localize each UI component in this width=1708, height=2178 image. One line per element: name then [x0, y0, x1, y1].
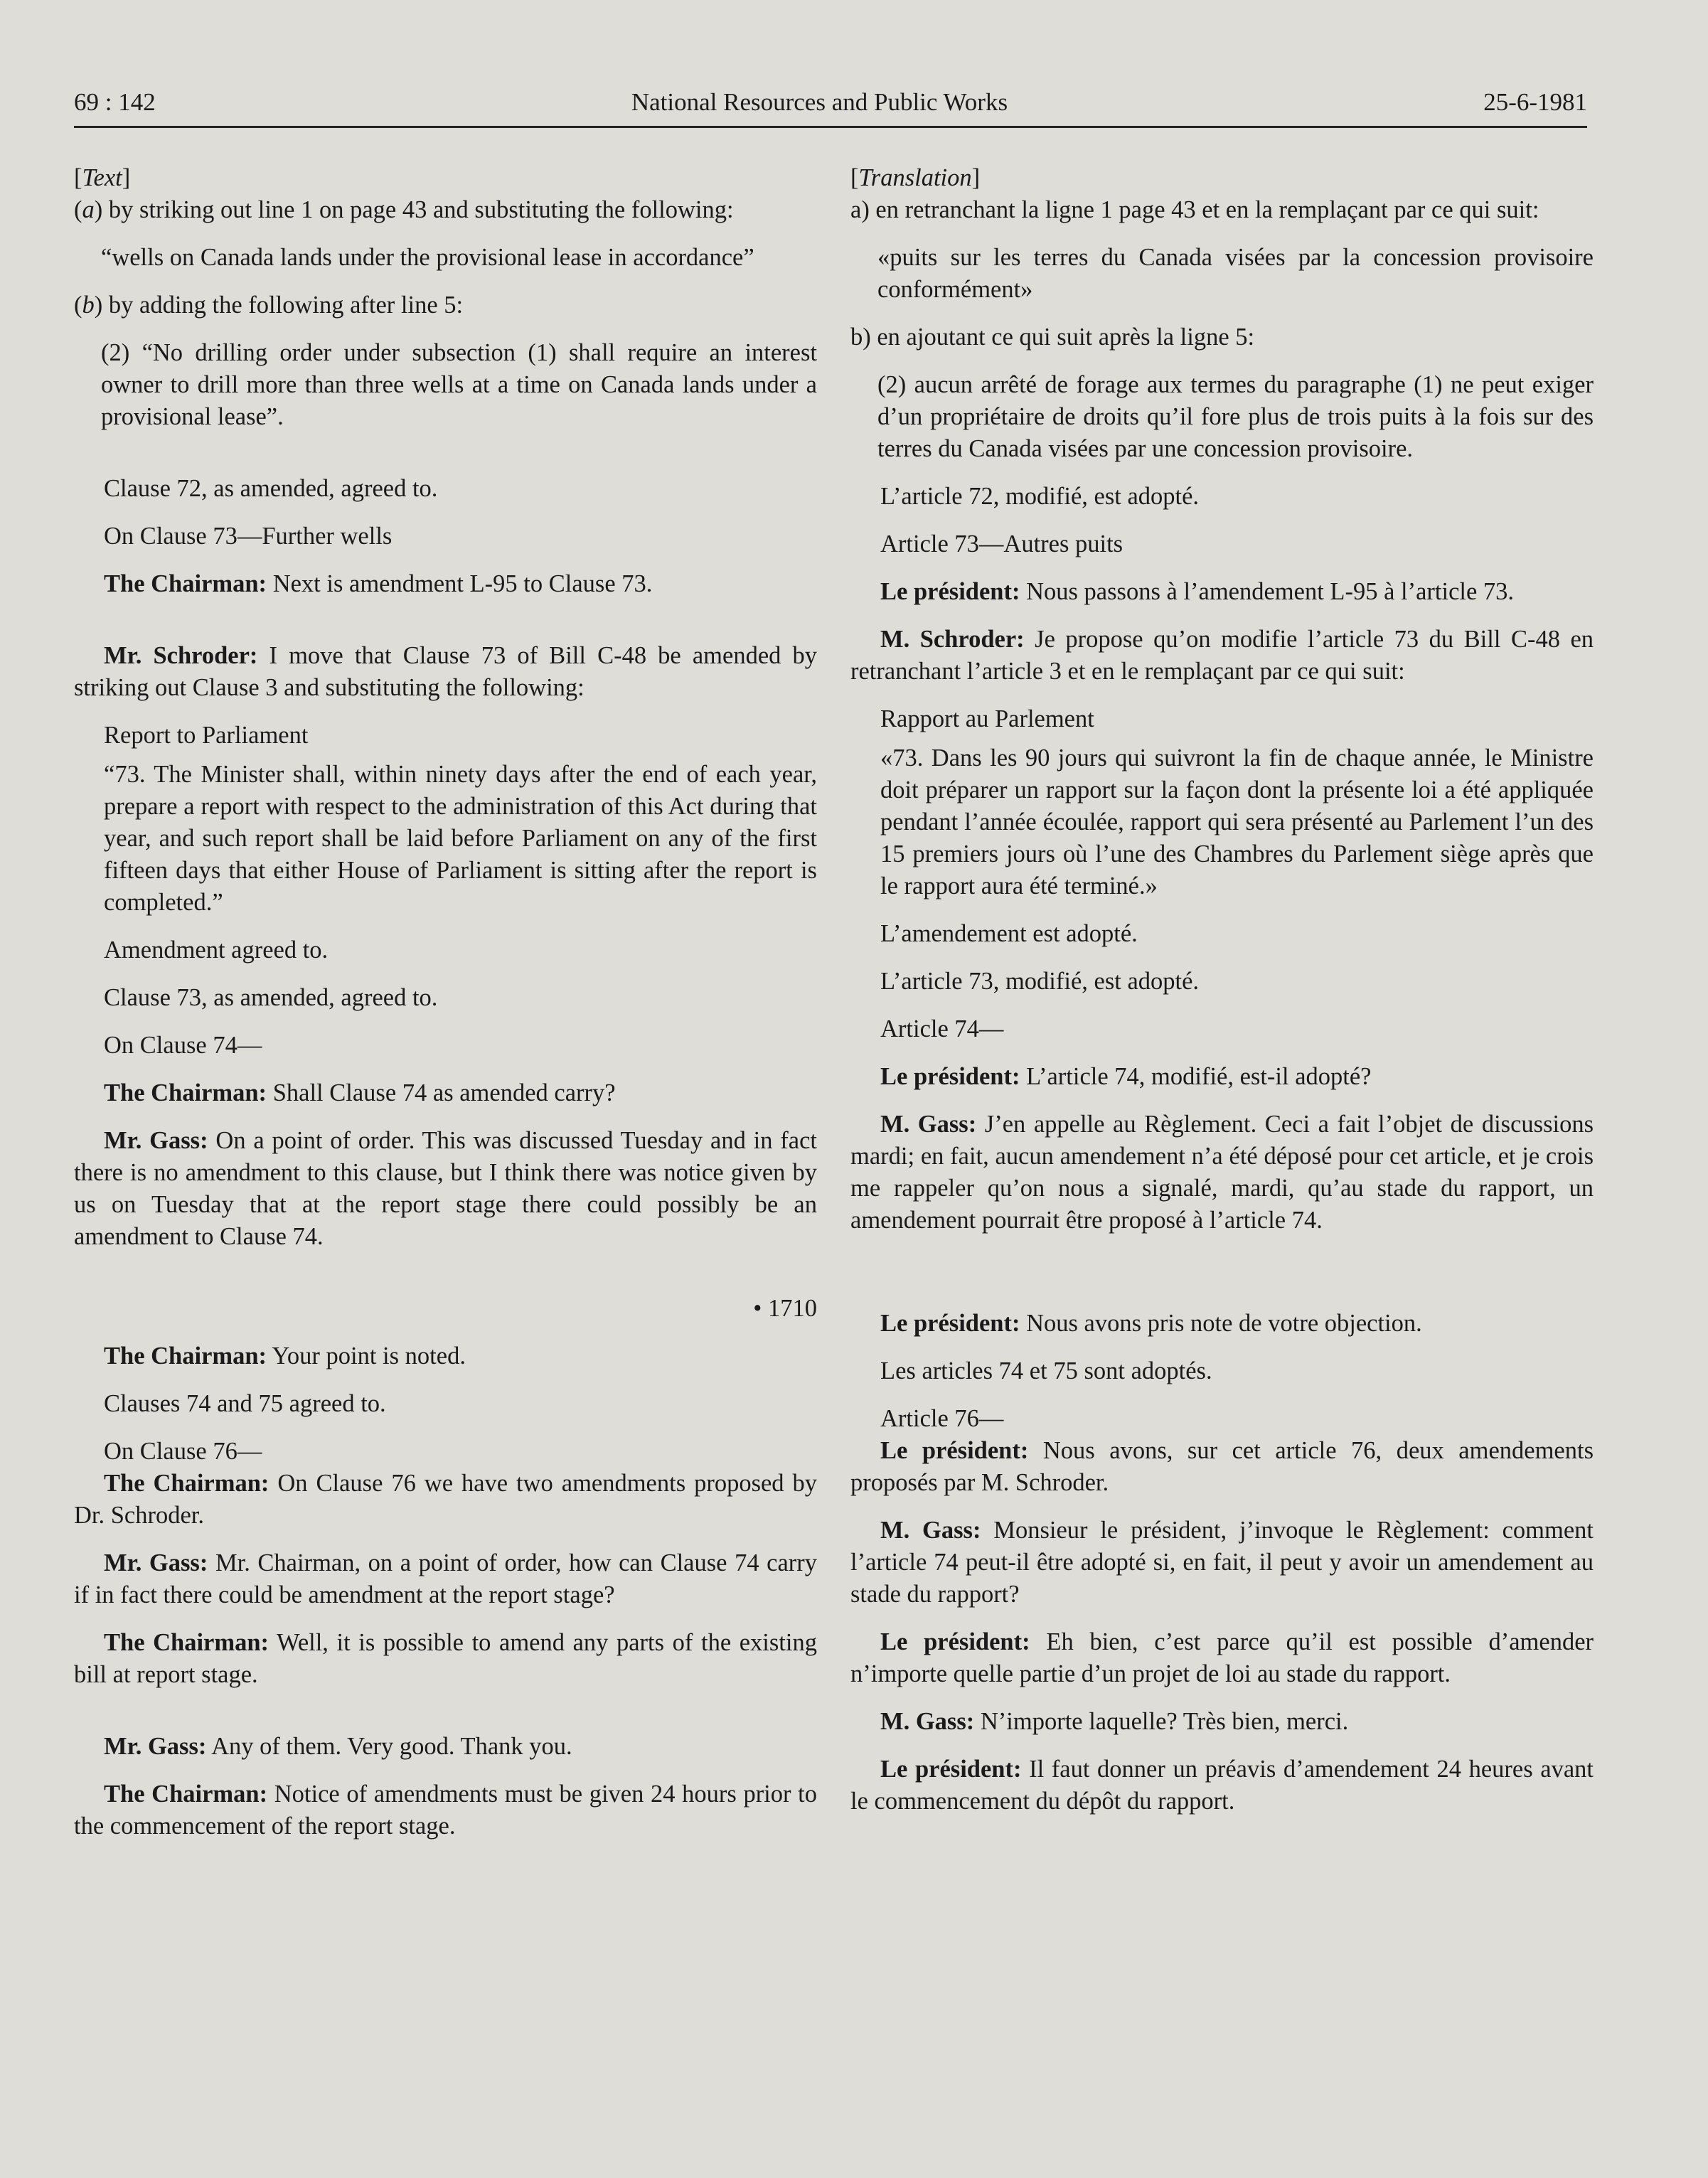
clause-74-heading-fr: Article 74—: [880, 1015, 1004, 1042]
chairman-clause-76: The Chairman: On Clause 76 we have two amendments proposed by Dr. Schroder.: [74, 1470, 818, 1529]
clause-76-heading: On Clause 76—: [104, 1438, 262, 1465]
articles-74-75-result-fr: Les articles 74 et 75 sont adoptés.: [880, 1357, 1212, 1384]
clause-72-result-fr: L’article 72, modifié, est adopté.: [880, 483, 1200, 510]
french-column: [850, 162, 1594, 1817]
page-number: 69 : 142: [74, 88, 156, 116]
president-clause-76-fr: Le président: Nous avons, sur cet article 76, deux amendements proposés par M. Schroder.: [850, 1437, 1594, 1496]
chairman-answer: The Chairman: Well, it is possible to amend any parts of the existing bill at report stage.: [74, 1629, 817, 1688]
english-column: [74, 162, 817, 1842]
amendment-result-fr: L’amendement est adopté.: [880, 920, 1138, 947]
clause-72-result: Clause 72, as amended, agreed to.: [104, 475, 438, 502]
translation-label: [Translation]: [850, 164, 981, 191]
chairman-question: The Chairman: Shall Clause 74 as amended carry?: [104, 1079, 616, 1106]
item-b-fr: b) en ajoutant ce qui suit après la ligne 5:: [850, 324, 1255, 351]
text-label: [Text]: [74, 164, 131, 191]
clause-73-heading-fr: Article 73—Autres puits: [880, 530, 1123, 557]
gass-thanks: Mr. Gass: Any of them. Very good. Thank you.: [104, 1733, 572, 1760]
item-b: (b) by adding the following after line 5:: [74, 292, 464, 319]
running-header: [74, 88, 1587, 117]
clauses-74-75-result: Clauses 74 and 75 agreed to.: [104, 1390, 386, 1417]
item-a: (a) by striking out line 1 on page 43 and substituting the following:: [74, 196, 734, 223]
gass-point-of-order: Mr. Gass: On a point of order. This was discussed Tuesday and in fact there is no amendment to this clause, but I think there was notice given by us on Tuesday that at the report stage there could possibly be an amendment to Clause 74.: [74, 1127, 818, 1250]
time-marker: • 1710: [753, 1295, 817, 1322]
president-remark-fr: Le président: Nous passons à l’amendement L-95 à l’article 73.: [880, 578, 1515, 605]
item-a-quote-fr: «puits sur les terres du Canada visées par la concession provisoire conformément»: [877, 244, 1594, 303]
clause-73-text: “73. The Minister shall, within ninety days after the end of each year, prepare a report with respect to the administration of this Act during that year, and such report shall be laid before Parliament on any of the first fifteen days that either House of Parliament is sitting after the report is completed.”: [104, 761, 817, 916]
gass-question: Mr. Gass: Mr. Chairman, on a point of order, how can Clause 74 carry if in fact there could be amendment at the report stage?: [74, 1549, 818, 1608]
header-title: National Resources and Public Works: [631, 88, 1008, 116]
gass-point-of-order-fr: M. Gass: J’en appelle au Règlement. Ceci a fait l’objet de discussions mardi; en fait, aucun amendement n’a été déposé pour cet article, et je crois me rappeler qu’on nous a signalé, mardi, qu’au stade du rapport, un amendement pourrait être proposé à l’article 74.: [850, 1111, 1594, 1234]
report-heading: Report to Parliament: [104, 722, 309, 749]
president-question-fr: Le président: L’article 74, modifié, est-il adopté?: [880, 1063, 1372, 1090]
clause-73-result: Clause 73, as amended, agreed to.: [104, 984, 438, 1011]
amendment-result: Amendment agreed to.: [104, 936, 329, 963]
clause-76-heading-fr: Article 76—: [880, 1405, 1004, 1432]
clause-73-heading: On Clause 73—Further wells: [104, 523, 393, 550]
president-notice-fr: Le président: Il faut donner un préavis d’amendement 24 heures avant le commencement du dépôt du rapport.: [850, 1756, 1594, 1815]
chairman-remark: The Chairman: Next is amendment L-95 to Clause 73.: [104, 570, 653, 597]
chairman-noted: The Chairman: Your point is noted.: [104, 1342, 466, 1370]
item-b-quote: (2) “No drilling order under subsection (1) shall require an interest owner to drill more than three wells at a time on Canada lands under a provisional lease”.: [101, 339, 817, 430]
item-b-quote-fr: (2) aucun arrêté de forage aux termes du paragraphe (1) ne peut exiger d’un propriétaire de droits qu’il fore plus de trois puits à la fois sur des terres du Canada visées par une concession provisoire.: [877, 371, 1594, 462]
header-date: 25-6-1981: [1483, 88, 1587, 116]
item-a-quote: “wells on Canada lands under the provisional lease in accordance”: [101, 244, 754, 271]
item-a-fr: a) en retranchant la ligne 1 page 43 et en la remplaçant par ce qui suit:: [850, 196, 1539, 223]
header-rule: [74, 126, 1587, 128]
schroder-motion: Mr. Schroder: I move that Clause 73 of Bill C-48 be amended by striking out Clause 3 and substituting the following:: [74, 642, 817, 701]
gass-question-fr: M. Gass: Monsieur le président, j’invoque le Règlement: comment l’article 74 peut-il être adopté si, en fait, il peut y avoir un amendement au stade du rapport?: [850, 1517, 1594, 1608]
report-heading-fr: Rapport au Parlement: [880, 705, 1094, 732]
clause-73-text-fr: «73. Dans les 90 jours qui suivront la fin de chaque année, le Ministre doit préparer un rapport sur la façon dont la présente loi a été appliquée pendant l’année écoulée, rapport qui sera présenté au Parlement l’un des 15 premiers jours où l’une des Chambres du Parlement siège après que le rapport aura été terminé.»: [880, 744, 1594, 900]
schroder-motion-fr: M. Schroder: Je propose qu’on modifie l’article 73 du Bill C-48 en retranchant l’article 3 et en le remplaçant par ce qui suit:: [850, 626, 1594, 685]
president-answer-fr: Le président: Eh bien, c’est parce qu’il est possible d’amender n’importe quelle partie d’un projet de loi au stade du rapport.: [850, 1628, 1594, 1687]
chairman-notice: The Chairman: Notice of amendments must be given 24 hours prior to the commencement of the report stage.: [74, 1781, 817, 1840]
clause-73-result-fr: L’article 73, modifié, est adopté.: [880, 968, 1200, 995]
clause-74-heading: On Clause 74—: [104, 1032, 262, 1059]
president-noted-fr: Le président: Nous avons pris note de votre objection.: [880, 1310, 1422, 1337]
gass-thanks-fr: M. Gass: N’importe laquelle? Très bien, merci.: [880, 1708, 1349, 1735]
